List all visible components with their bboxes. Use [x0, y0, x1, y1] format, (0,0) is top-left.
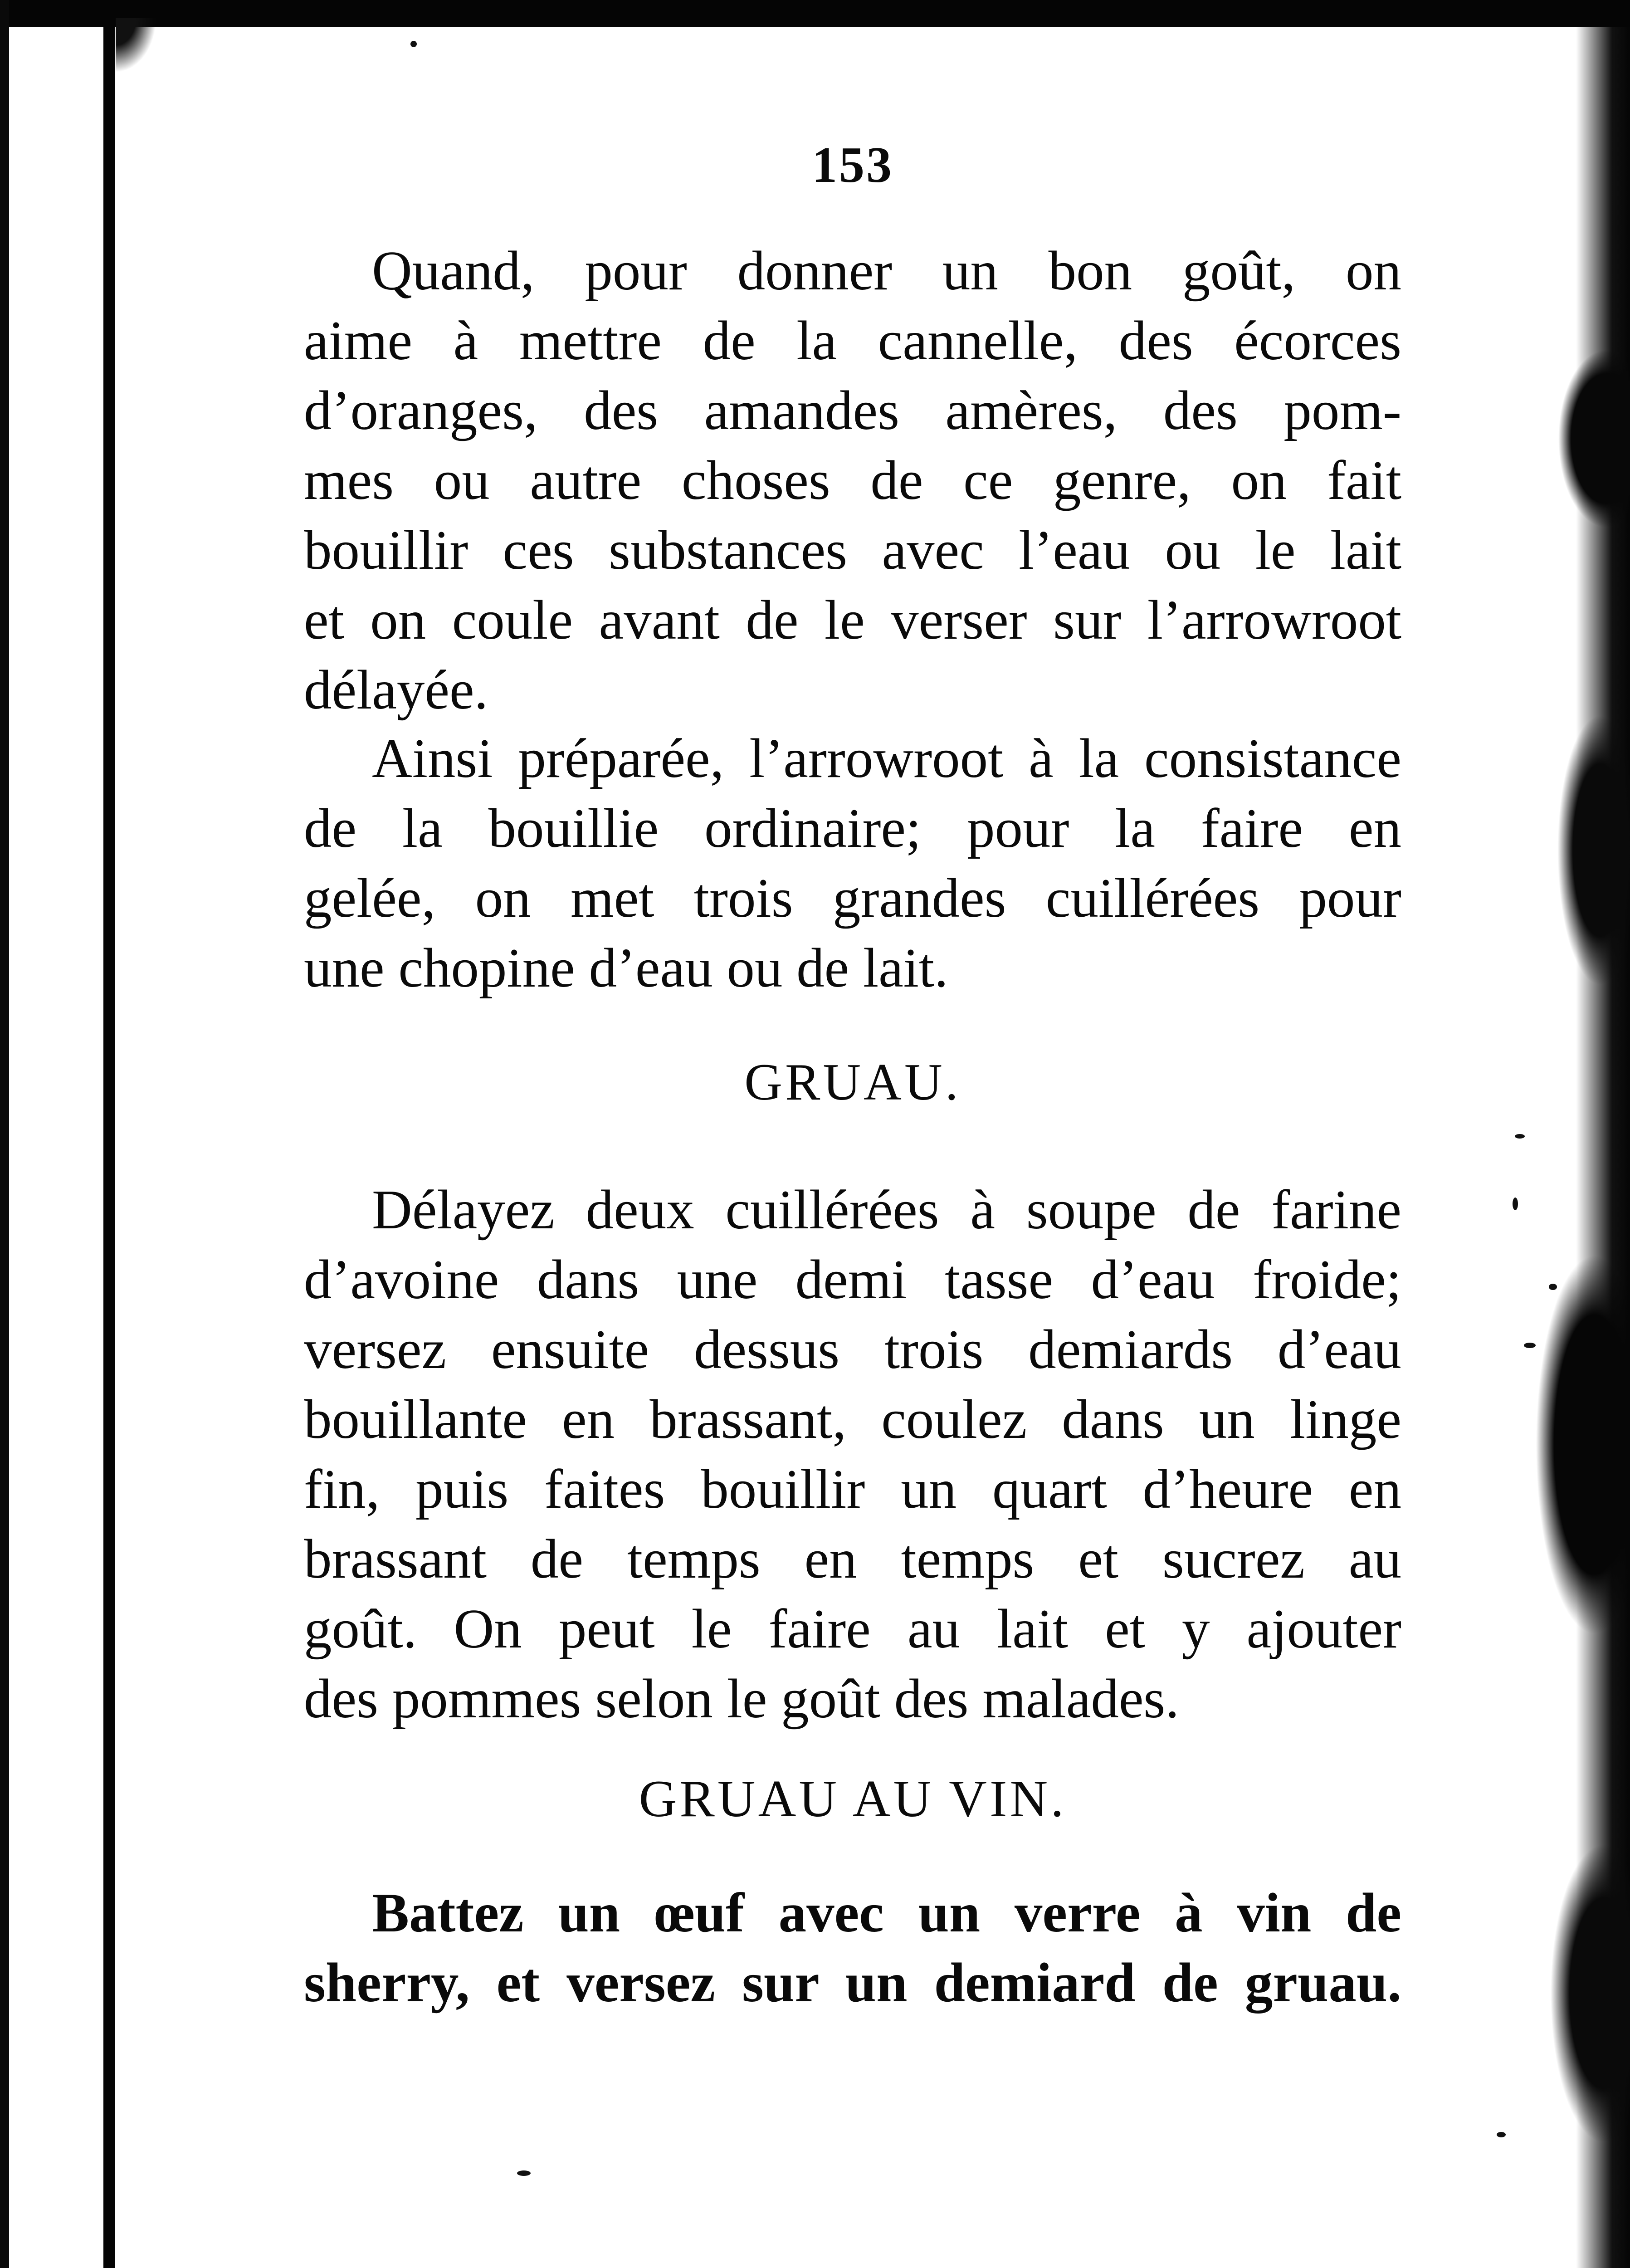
- text-line: aime à mettre de la cannelle, des écorces: [304, 309, 1401, 371]
- text-line: versez ensuite dessus trois demiards d’eau: [304, 1318, 1401, 1380]
- text-line: d’avoine dans une demi tasse d’eau froide;: [304, 1248, 1401, 1310]
- text-line: Quand, pour donner un bon goût, on: [372, 240, 1401, 302]
- scan-left-edge: [0, 0, 9, 2268]
- section-heading-gruau: GRUAU.: [744, 1053, 961, 1111]
- text-line: mes ou autre choses de ce genre, on fait: [304, 449, 1401, 511]
- text-line: bouillante en brassant, coulez dans un linge: [304, 1388, 1401, 1450]
- paragraph-arrowroot-flavoring: [304, 236, 1401, 725]
- text-line: des pommes selon le goût des malades.: [304, 1667, 1180, 1730]
- text-line: délayée.: [304, 659, 488, 721]
- text-line: de la bouillie ordinaire; pour la faire en: [304, 797, 1401, 859]
- text-line: bouillir ces substances avec l’eau ou le lait: [304, 519, 1401, 581]
- book-page: [304, 0, 1401, 2268]
- book-gutter-line: [103, 18, 115, 2268]
- section-heading-gruau-au-vin: GRUAU AU VIN.: [639, 1770, 1067, 1828]
- text-line: d’oranges, des amandes amères, des pom-: [304, 379, 1401, 441]
- text-line: sherry, et versez sur un demiard de gruau.: [304, 1951, 1401, 2014]
- text-line: Battez un œuf avec un verre à vin de: [372, 1882, 1401, 1944]
- paragraph-arrowroot-consistency: [304, 723, 1401, 1003]
- text-line: goût. On peut le faire au lait et y ajouter: [304, 1598, 1401, 1660]
- paragraph-gruau-au-vin-recipe: [304, 1878, 1401, 2018]
- text-line: une chopine d’eau ou de lait.: [304, 937, 948, 999]
- scan-right-edge: [1510, 27, 1630, 2268]
- text-line: Délayez deux cuillérées à soupe de farine: [372, 1178, 1401, 1241]
- text-line: Ainsi préparée, l’arrowroot à la consistance: [372, 727, 1401, 789]
- text-line: fin, puis faites bouillir un quart d’heure en: [304, 1458, 1401, 1520]
- book-gutter-blot: [116, 18, 156, 73]
- text-line: et on coule avant de le verser sur l’arrowroot: [304, 589, 1401, 651]
- text-line: gelée, on met trois grandes cuillérées pour: [304, 867, 1401, 929]
- paragraph-gruau-recipe: [304, 1175, 1401, 1734]
- page-number: 153: [812, 137, 893, 193]
- text-line: brassant de temps en temps et sucrez au: [304, 1528, 1401, 1590]
